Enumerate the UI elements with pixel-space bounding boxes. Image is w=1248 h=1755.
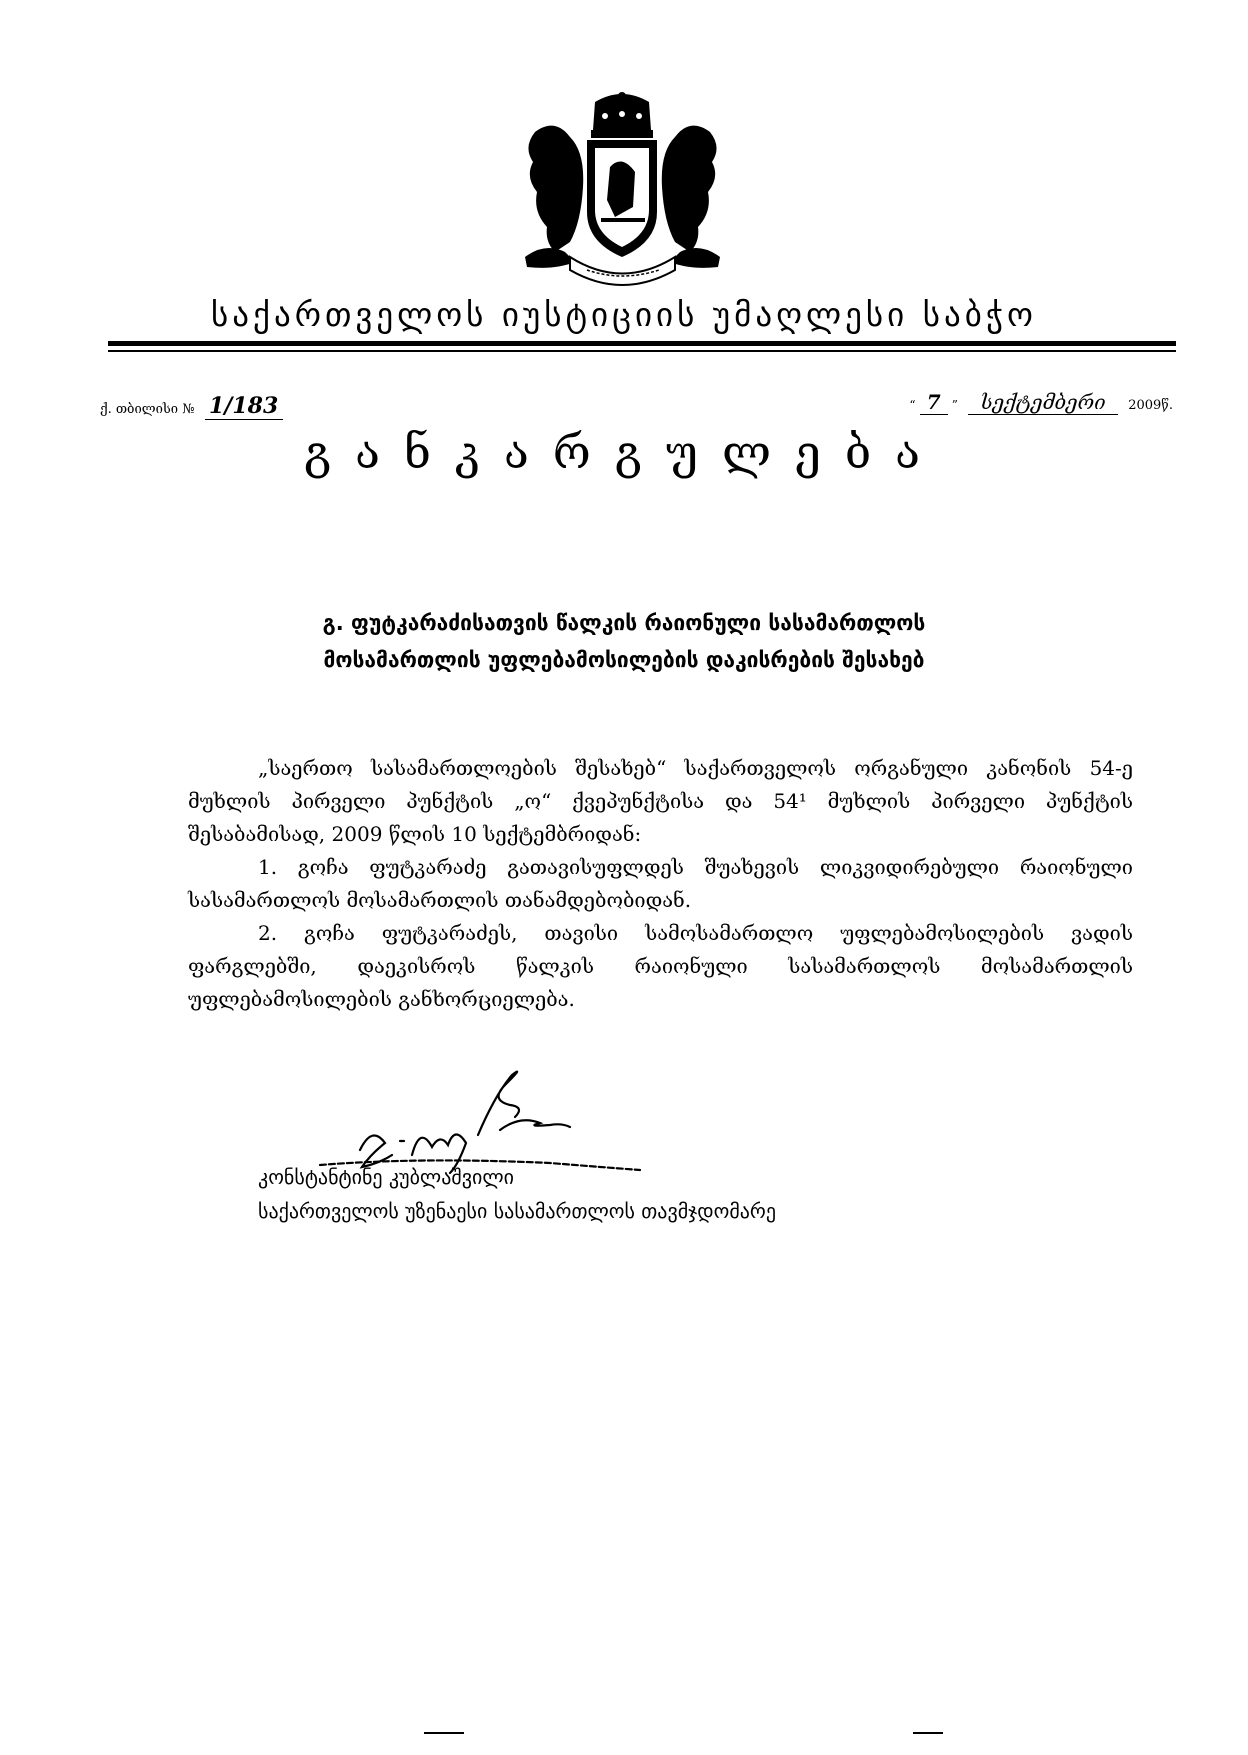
coat-of-arms-emblem bbox=[515, 92, 730, 292]
subject-heading bbox=[180, 605, 1068, 679]
footer-mark-left bbox=[424, 1732, 464, 1734]
date-month: სექტემბერი bbox=[968, 390, 1118, 415]
header-rule-thick bbox=[108, 341, 1176, 346]
footer-mark-right bbox=[913, 1732, 943, 1734]
signatory-name: კონსტანტინე კუბლაშვილი bbox=[258, 1165, 514, 1189]
date-day: 7 bbox=[920, 390, 948, 415]
subject-line-2: მოსამართლის უფლებამოსილების დაკისრების შესახებ bbox=[323, 648, 925, 672]
body-item-2: 2. გოჩა ფუტკარაძეს, თავისი სამოსამართლო უფლებამოსილების ვადის ფარგლებში, დაეკისროს წალკის რაიონული სასამართლოს მოსამართლის უფლებამოსილების განხორციელება. bbox=[188, 921, 1133, 1011]
document-body bbox=[188, 752, 1133, 1016]
document-type-title: განკარგულება bbox=[303, 425, 944, 479]
body-preamble: „საერთო სასამართლოების შესახებ“ საქართველოს ორგანული კანონის 54-ე მუხლის პირველი პუნქტის „ო“ ქვეპუნქტისა და 54¹ მუხლის პირველი პუნქტის შესაბამისად, 2009 წლის 10 სექტემბრიდან: bbox=[188, 756, 1133, 846]
subject-line-1: გ. ფუტკარაძისათვის წალკის რაიონული სასამართლოს bbox=[322, 611, 926, 635]
organization-name: საქართველოს იუსტიციის უმაღლესი საბჭო bbox=[211, 295, 1037, 334]
header-rule-thin bbox=[108, 350, 1176, 352]
signatory-block bbox=[258, 1160, 776, 1228]
date-row: “ 7 ” სექტემბერი 2009წ. bbox=[909, 390, 1173, 414]
registration-number: 1/183 bbox=[205, 393, 283, 420]
date-year: 2009წ. bbox=[1128, 398, 1173, 413]
body-item-1: 1. გოჩა ფუტკარაძე გათავისუფლდეს შუახევის ლიკვიდირებული რაიონული სასამართლოს მოსამართლის თანამდებობიდან. bbox=[188, 855, 1133, 912]
number-label: ქ. თბილისი № bbox=[100, 402, 195, 417]
signatory-title: საქართველოს უზენაესი სასამართლოს თავმჯდომარე bbox=[258, 1199, 776, 1223]
registration-number-row bbox=[100, 393, 283, 420]
